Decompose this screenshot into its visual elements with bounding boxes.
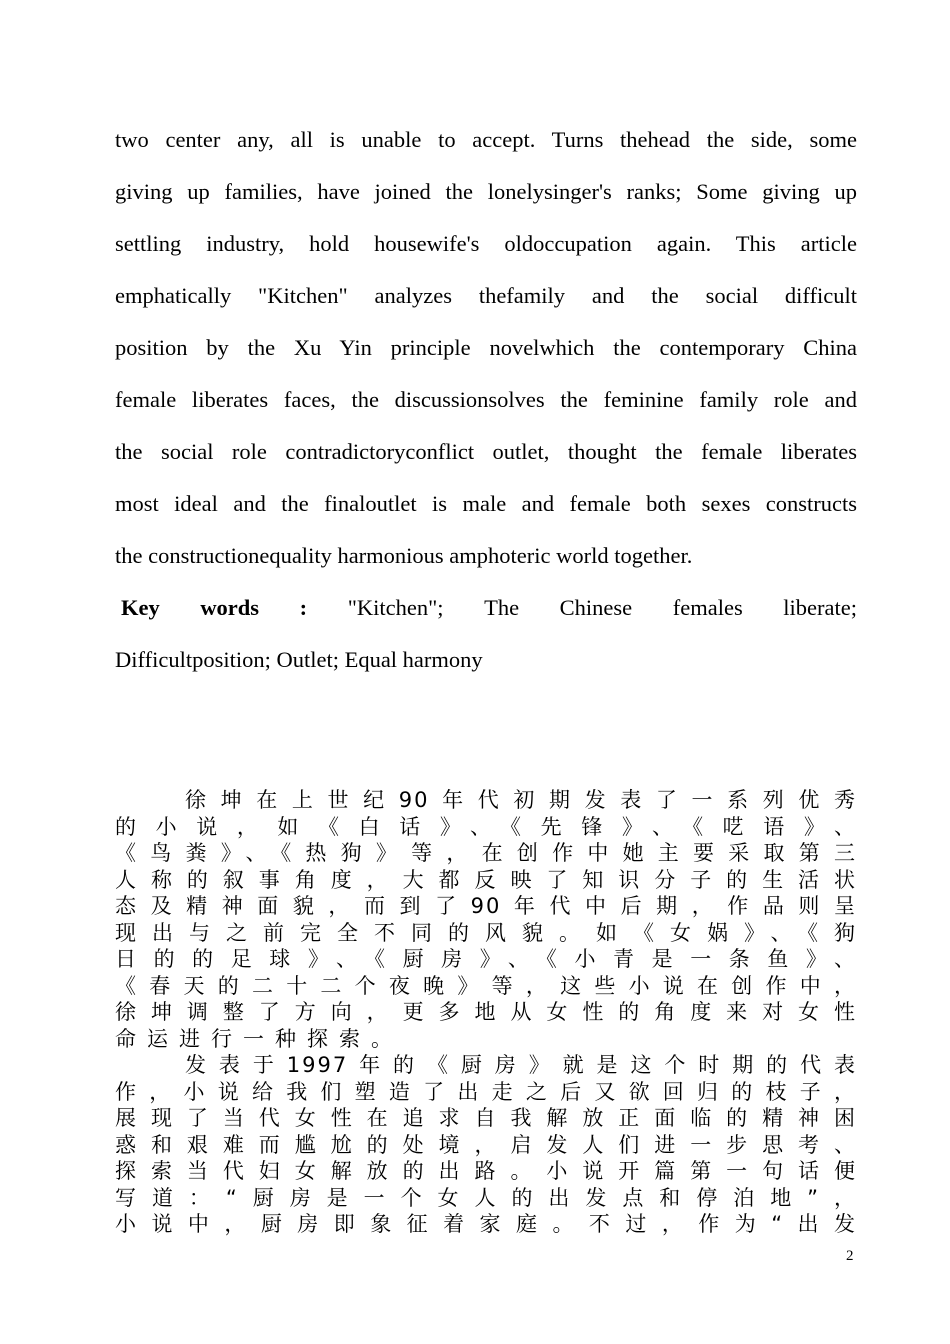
body-line: 惑和艰难而尴尬的处境，启发人们进一步思考、 [115, 1132, 857, 1157]
body-line: 徐坤在上世纪90年代初期发表了一系列优秀 [185, 788, 857, 812]
abstract-line: the constructionequality harmonious amphoteric world together. [115, 543, 693, 568]
abstract-line: giving up families, have joined the lonelysinger's ranks; Some giving up [115, 179, 857, 204]
body-line: 《春天的二十二个夜晚》等，这些小说在创作中， [115, 973, 857, 998]
body-line: 探索当代妇女解放的出路。小说开篇第一句话便 [115, 1159, 857, 1183]
body-line: 展现了当代女性在追求自我解放正面临的精神困 [115, 1106, 857, 1130]
body-line: 的小说，如《白话》、《先锋》、《呓语》、 [115, 814, 857, 839]
keywords-line [115, 582, 857, 634]
abstract-line: most ideal and the finaloutlet is male and female both sexes constructs [115, 491, 857, 516]
page-number: 2 [846, 1248, 854, 1264]
chinese-body-text [115, 787, 857, 1238]
keywords-label-words: words [200, 595, 260, 620]
abstract-line: two center any, all is unable to accept. Turns thehead the side, some [115, 127, 857, 152]
body-line: 人称的叙事角度，大都反映了知识分子的生活状 [115, 867, 857, 892]
keywords-line-continued: Difficultposition; Outlet; Equal harmony [115, 647, 483, 672]
body-line: 徐坤调整了方向，更多地从女性的角度来对女性 [115, 1000, 857, 1024]
abstract-line: settling industry, hold housewife's oldoccupation again. This article [115, 231, 857, 256]
body-line: 命运进行一种探索。 [115, 1026, 403, 1051]
english-abstract [115, 114, 857, 686]
keywords-colon: : [299, 595, 308, 620]
body-line: 现出与之前完全不同的风貌。如《女娲》、《狗 [115, 920, 857, 945]
abstract-line: emphatically "Kitchen" analyzes thefamily and the social difficult [115, 283, 857, 308]
abstract-line: female liberates faces, the discussionsolves the feminine family role and [115, 387, 857, 412]
body-line: 小说中，厨房即象征着家庭。不过，作为“出发 [115, 1212, 857, 1236]
body-line: 写道：“厨房是一个女人的出发点和停泊地”， [115, 1185, 857, 1210]
body-line: 日的的足球》、《厨房》、《小青是一条鱼》、 [115, 947, 857, 971]
abstract-line: the social role contradictoryconflict outlet, thought the female liberates [115, 439, 857, 464]
abstract-line: position by the Xu Yin principle novelwhich the contemporary China [115, 335, 857, 360]
body-line: 作，小说给我们塑造了出走之后又欲回归的枝子， [115, 1079, 857, 1104]
body-line: 态及精神面貌，而到了90年代中后期，作品则呈 [115, 894, 857, 918]
body-line: 《鸟粪》、《热狗》等，在创作中她主要采取第三 [115, 841, 857, 865]
keyword-term: liberate; [783, 595, 857, 620]
keyword-term: females [672, 595, 743, 620]
keyword-term: Chinese [559, 595, 633, 620]
keywords-label-key: Key [121, 595, 160, 620]
keyword-term: The [484, 595, 520, 620]
keyword-term: "Kitchen"; [347, 595, 444, 620]
body-line: 发表于1997年的《厨房》就是这个时期的代表 [185, 1053, 857, 1077]
